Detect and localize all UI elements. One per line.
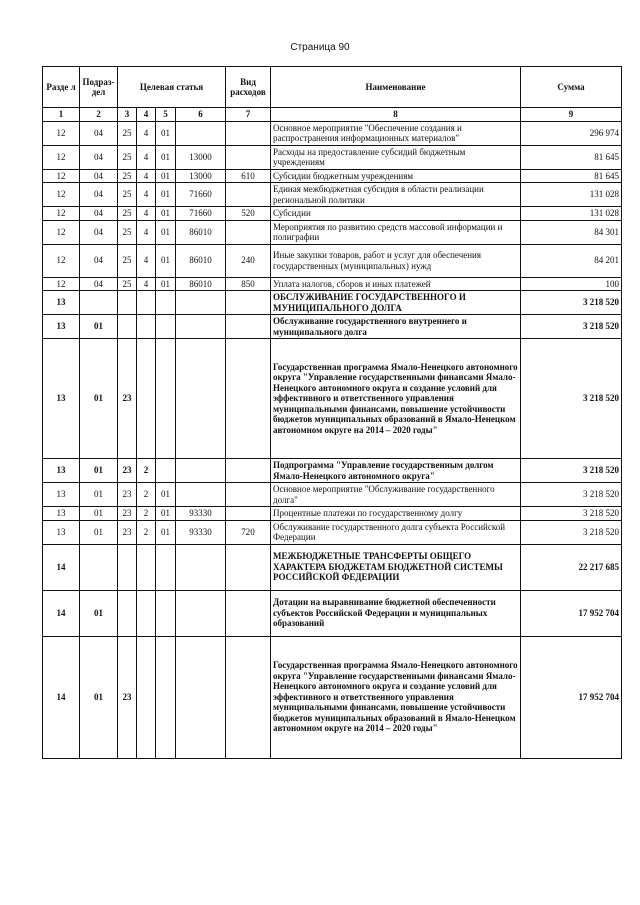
target-cell-1: 25 <box>118 277 137 291</box>
razdel-cell: 14 <box>43 544 80 590</box>
razdel-cell: 12 <box>43 207 80 221</box>
name-cell: Обслуживание государственного внутреннего и муниципального долга <box>271 315 521 339</box>
target-cell-1: 25 <box>118 220 137 244</box>
table-row <box>43 121 622 145</box>
podrazdel-cell <box>80 291 118 315</box>
sum-cell: 84 201 <box>521 244 622 277</box>
razdel-cell: 13 <box>43 520 80 544</box>
vid-cell: 520 <box>226 207 271 221</box>
vid-cell <box>226 121 271 145</box>
target-cell-2: 2 <box>137 520 156 544</box>
header-target: Целевая статья <box>118 67 226 108</box>
column-number: 7 <box>226 108 271 122</box>
table-row <box>43 339 622 459</box>
target-cell-3: 01 <box>156 183 176 207</box>
target-cell-2: 4 <box>137 244 156 277</box>
razdel-cell: 12 <box>43 183 80 207</box>
page-number: Страница 90 <box>290 42 350 53</box>
table-row <box>43 277 622 291</box>
target-cell-2 <box>137 636 156 758</box>
target-cell-2: 4 <box>137 207 156 221</box>
sum-cell: 22 217 685 <box>521 544 622 590</box>
name-cell: ОБСЛУЖИВАНИЕ ГОСУДАРСТВЕННОГО И МУНИЦИПАЛЬНОГО ДОЛГА <box>271 291 521 315</box>
vid-cell <box>226 339 271 459</box>
podrazdel-cell: 01 <box>80 459 118 483</box>
name-cell: Основное мероприятие "Обеспечение создания и распространения информационных материалов" <box>271 121 521 145</box>
sum-cell: 131 028 <box>521 183 622 207</box>
target-cell-1 <box>118 291 137 315</box>
target-cell-4: 93330 <box>176 507 226 521</box>
razdel-cell: 13 <box>43 483 80 507</box>
table-row <box>43 145 622 169</box>
target-cell-2: 4 <box>137 220 156 244</box>
name-cell: Мероприятия по развитию средств массовой информации и полиграфии <box>271 220 521 244</box>
razdel-cell: 14 <box>43 590 80 636</box>
razdel-cell: 12 <box>43 169 80 183</box>
target-cell-4: 86010 <box>176 277 226 291</box>
vid-cell <box>226 590 271 636</box>
target-cell-3: 01 <box>156 220 176 244</box>
podrazdel-cell: 04 <box>80 169 118 183</box>
sum-cell: 3 218 520 <box>521 520 622 544</box>
target-cell-2: 4 <box>137 145 156 169</box>
sum-cell: 3 218 520 <box>521 315 622 339</box>
vid-cell <box>226 291 271 315</box>
podrazdel-cell: 04 <box>80 244 118 277</box>
name-cell: Государственная программа Ямало-Ненецкого автономного округа "Управление государственными финансами Ямало-Ненецкого автономного округа и создание условий для эффективного и ответственного управления муниципальными финансами, повышение устойчивости бюджетов муниципальных образований в Ямало-Ненецком автономном округе на 2014 – 2020 годы" <box>271 339 521 459</box>
target-cell-3: 01 <box>156 483 176 507</box>
column-number: 6 <box>176 108 226 122</box>
target-cell-4 <box>176 459 226 483</box>
sum-cell: 3 218 520 <box>521 339 622 459</box>
target-cell-4 <box>176 315 226 339</box>
sum-cell: 81 645 <box>521 145 622 169</box>
target-cell-2 <box>137 590 156 636</box>
target-cell-3 <box>156 636 176 758</box>
target-cell-1: 23 <box>118 459 137 483</box>
target-cell-3 <box>156 339 176 459</box>
sum-cell: 296 974 <box>521 121 622 145</box>
target-cell-3 <box>156 590 176 636</box>
vid-cell: 850 <box>226 277 271 291</box>
target-cell-4 <box>176 590 226 636</box>
razdel-cell: 13 <box>43 507 80 521</box>
vid-cell <box>226 507 271 521</box>
target-cell-3: 01 <box>156 207 176 221</box>
target-cell-4 <box>176 339 226 459</box>
vid-cell <box>226 483 271 507</box>
column-number: 3 <box>118 108 137 122</box>
podrazdel-cell: 01 <box>80 339 118 459</box>
podrazdel-cell <box>80 544 118 590</box>
podrazdel-cell: 01 <box>80 636 118 758</box>
target-cell-1: 23 <box>118 520 137 544</box>
target-cell-1: 25 <box>118 244 137 277</box>
target-cell-4: 86010 <box>176 244 226 277</box>
target-cell-1: 25 <box>118 145 137 169</box>
target-cell-4 <box>176 544 226 590</box>
target-cell-3: 01 <box>156 244 176 277</box>
table-row <box>43 590 622 636</box>
table-row <box>43 520 622 544</box>
vid-cell: 610 <box>226 169 271 183</box>
razdel-cell: 12 <box>43 220 80 244</box>
target-cell-2: 4 <box>137 277 156 291</box>
name-cell: Субсидии бюджетным учреждениям <box>271 169 521 183</box>
razdel-cell: 14 <box>43 636 80 758</box>
podrazdel-cell: 04 <box>80 277 118 291</box>
target-cell-1: 23 <box>118 507 137 521</box>
podrazdel-cell: 01 <box>80 520 118 544</box>
sum-cell: 100 <box>521 277 622 291</box>
column-number: 5 <box>156 108 176 122</box>
table-row <box>43 507 622 521</box>
sum-cell: 84 301 <box>521 220 622 244</box>
podrazdel-cell: 04 <box>80 220 118 244</box>
name-cell: Расходы на предоставление субсидий бюджетным учреждениям <box>271 145 521 169</box>
target-cell-4 <box>176 291 226 315</box>
table-row <box>43 220 622 244</box>
target-cell-4 <box>176 636 226 758</box>
name-cell: МЕЖБЮДЖЕТНЫЕ ТРАНСФЕРТЫ ОБЩЕГО ХАРАКТЕРА БЮДЖЕТАМ БЮДЖЕТНОЙ СИСТЕМЫ РОССИЙСКОЙ ФЕДЕРАЦИИ <box>271 544 521 590</box>
target-cell-3 <box>156 315 176 339</box>
table-row <box>43 169 622 183</box>
table-row <box>43 483 622 507</box>
target-cell-1: 23 <box>118 483 137 507</box>
target-cell-4 <box>176 121 226 145</box>
podrazdel-cell: 01 <box>80 483 118 507</box>
razdel-cell: 13 <box>43 315 80 339</box>
podrazdel-cell: 01 <box>80 507 118 521</box>
razdel-cell: 12 <box>43 121 80 145</box>
podrazdel-cell: 04 <box>80 145 118 169</box>
target-cell-4: 93330 <box>176 520 226 544</box>
sum-cell: 131 028 <box>521 207 622 221</box>
razdel-cell: 13 <box>43 339 80 459</box>
sum-cell: 3 218 520 <box>521 507 622 521</box>
name-cell: Уплата налогов, сборов и иных платежей <box>271 277 521 291</box>
table-row <box>43 291 622 315</box>
target-cell-2: 4 <box>137 169 156 183</box>
target-cell-4: 13000 <box>176 169 226 183</box>
table-row <box>43 636 622 758</box>
name-cell: Подпрограмма "Управление государственным долгом Ямало-Ненецкого автономного округа" <box>271 459 521 483</box>
vid-cell <box>226 220 271 244</box>
vid-cell <box>226 315 271 339</box>
table-row <box>43 459 622 483</box>
target-cell-2 <box>137 291 156 315</box>
header-podrazdel: Подраз- дел <box>80 67 118 108</box>
target-cell-4: 86010 <box>176 220 226 244</box>
target-cell-1: 25 <box>118 183 137 207</box>
target-cell-3: 01 <box>156 121 176 145</box>
vid-cell <box>226 145 271 169</box>
table-row <box>43 207 622 221</box>
target-cell-2: 2 <box>137 507 156 521</box>
column-number: 9 <box>521 108 622 122</box>
razdel-cell: 13 <box>43 291 80 315</box>
target-cell-3 <box>156 544 176 590</box>
column-number: 4 <box>137 108 156 122</box>
target-cell-3: 01 <box>156 277 176 291</box>
header-sum: Сумма <box>521 67 622 108</box>
name-cell: Обслуживание государственного долга субъекта Российской Федерации <box>271 520 521 544</box>
name-cell: Иные закупки товаров, работ и услуг для обеспечения государственных (муниципальных) нужд <box>271 244 521 277</box>
target-cell-1: 23 <box>118 339 137 459</box>
target-cell-1: 25 <box>118 169 137 183</box>
header-row <box>43 67 622 108</box>
sum-cell: 17 952 704 <box>521 590 622 636</box>
budget-table <box>42 66 622 759</box>
target-cell-1: 25 <box>118 121 137 145</box>
target-cell-3: 01 <box>156 520 176 544</box>
sum-cell: 3 218 520 <box>521 291 622 315</box>
vid-cell <box>226 459 271 483</box>
target-cell-4: 13000 <box>176 145 226 169</box>
target-cell-3: 01 <box>156 145 176 169</box>
name-cell: Процентные платежи по государственному долгу <box>271 507 521 521</box>
podrazdel-cell: 04 <box>80 183 118 207</box>
sum-cell: 3 218 520 <box>521 459 622 483</box>
target-cell-2: 4 <box>137 121 156 145</box>
column-number: 1 <box>43 108 80 122</box>
vid-cell <box>226 183 271 207</box>
razdel-cell: 12 <box>43 244 80 277</box>
podrazdel-cell: 01 <box>80 315 118 339</box>
podrazdel-cell: 01 <box>80 590 118 636</box>
column-number: 8 <box>271 108 521 122</box>
name-cell: Основное мероприятие "Обслуживание государственного долга" <box>271 483 521 507</box>
target-cell-4 <box>176 483 226 507</box>
table-row <box>43 183 622 207</box>
sum-cell: 81 645 <box>521 169 622 183</box>
target-cell-2 <box>137 339 156 459</box>
table-row <box>43 244 622 277</box>
target-cell-1 <box>118 590 137 636</box>
razdel-cell: 12 <box>43 277 80 291</box>
table-row <box>43 315 622 339</box>
vid-cell: 240 <box>226 244 271 277</box>
name-cell: Дотации на выравнивание бюджетной обеспеченности субъектов Российской Федерации и муниципальных образований <box>271 590 521 636</box>
target-cell-4: 71660 <box>176 207 226 221</box>
target-cell-2: 2 <box>137 459 156 483</box>
target-cell-2: 4 <box>137 183 156 207</box>
target-cell-3: 01 <box>156 507 176 521</box>
target-cell-3 <box>156 291 176 315</box>
target-cell-2 <box>137 544 156 590</box>
target-cell-1 <box>118 315 137 339</box>
vid-cell <box>226 636 271 758</box>
header-name: Наименование <box>271 67 521 108</box>
column-number: 2 <box>80 108 118 122</box>
table-row <box>43 544 622 590</box>
target-cell-1: 25 <box>118 207 137 221</box>
target-cell-2 <box>137 315 156 339</box>
target-cell-3 <box>156 459 176 483</box>
name-cell: Субсидии <box>271 207 521 221</box>
podrazdel-cell: 04 <box>80 207 118 221</box>
vid-cell: 720 <box>226 520 271 544</box>
vid-cell <box>226 544 271 590</box>
name-cell: Единая межбюджетная субсидия в области реализации региональной политики <box>271 183 521 207</box>
target-cell-2: 2 <box>137 483 156 507</box>
target-cell-4: 71660 <box>176 183 226 207</box>
razdel-cell: 12 <box>43 145 80 169</box>
target-cell-1 <box>118 544 137 590</box>
sum-cell: 3 218 520 <box>521 483 622 507</box>
razdel-cell: 13 <box>43 459 80 483</box>
sum-cell: 17 952 704 <box>521 636 622 758</box>
column-number-row <box>43 108 622 122</box>
target-cell-1: 23 <box>118 636 137 758</box>
header-razdel: Разде л <box>43 67 80 108</box>
name-cell: Государственная программа Ямало-Ненецкого автономного округа "Управление государственными финансами Ямало-Ненецкого автономного округа и создание условий для эффективного и ответственного управления муниципальными финансами, повышение устойчивости бюджетов муниципальных образований в Ямало-Ненецком автономном округе на 2014 – 2020 годы" <box>271 636 521 758</box>
podrazdel-cell: 04 <box>80 121 118 145</box>
target-cell-3: 01 <box>156 169 176 183</box>
header-vid: Вид расходов <box>226 67 271 108</box>
